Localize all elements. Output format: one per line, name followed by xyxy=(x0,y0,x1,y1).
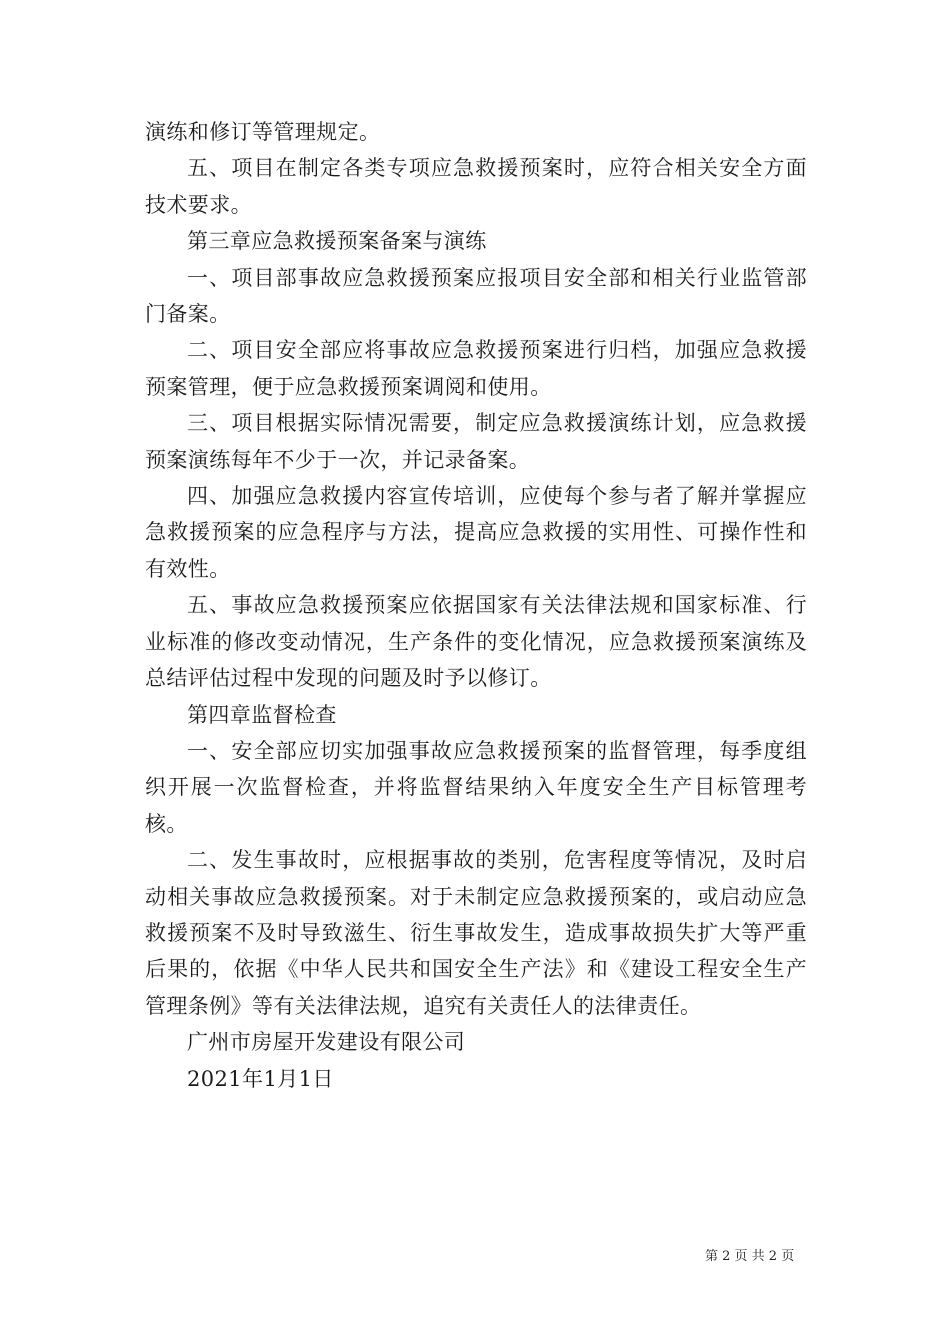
paragraph-chapter3-item-5: 五、事故应急救援预案应依据国家有关法律法规和国家标准、行业标准的修改变动情况，生产条件的变化情况，应急救援预案演练及总结评估过程中发现的问题及时予以修订。 xyxy=(145,593,807,691)
document-body xyxy=(145,114,807,1097)
chapter-4-heading: 第四章监督检查 xyxy=(187,702,337,727)
paragraph-chapter3-item-1: 一、项目部事故应急救援预案应报项目安全部和相关行业监管部门备案。 xyxy=(145,265,807,327)
company-signature: 广州市房屋开发建设有限公司 xyxy=(187,1030,466,1055)
paragraph-chapter4-item-1: 一、安全部应切实加强事故应急救援预案的监督管理，每季度组织开展一次监督检查，并将监督结果纳入年度安全生产目标管理考核。 xyxy=(145,738,807,836)
paragraph-continuation: 演练和修订等管理规定。 xyxy=(145,120,381,144)
page-number-footer: 第 2 页 共 2 页 xyxy=(705,1249,795,1264)
paragraph-chapter3-item-4: 四、加强应急救援内容宣传培训，应使每个参与者了解并掌握应急救援预案的应急程序与方法，提高应急救援的实用性、可操作性和有效性。 xyxy=(145,484,807,581)
paragraph-chapter3-item-2: 二、项目安全部应将事故应急救援预案进行归档，加强应急救援预案管理，便于应急救援预案调阅和使用。 xyxy=(145,338,807,399)
paragraph-chapter4-item-2: 二、发生事故时，应根据事故的类别，危害程度等情况，及时启动相关事故应急救援预案。对于未制定应急救援预案的，或启动应急救援预案不及时导致滋生、衍生事故发生，造成事故损失扩大等严重后果的，依据《中华人民共和国安全生产法》和《建设工程安全生产管理条例》等有关法律法规，追究有关责任人的法律责任。 xyxy=(145,848,807,1018)
paragraph-chapter3-item-3: 三、项目根据实际情况需要，制定应急救援演练计划，应急救援预案演练每年不少于一次，并记录备案。 xyxy=(145,411,807,472)
chapter-3-heading: 第三章应急救援预案备案与演练 xyxy=(187,229,487,254)
paragraph-item-5-technical-requirements: 五、项目在制定各类专项应急救援预案时，应符合相关安全方面技术要求。 xyxy=(145,156,807,217)
document-date: 2021年1月1日 xyxy=(187,1066,334,1091)
